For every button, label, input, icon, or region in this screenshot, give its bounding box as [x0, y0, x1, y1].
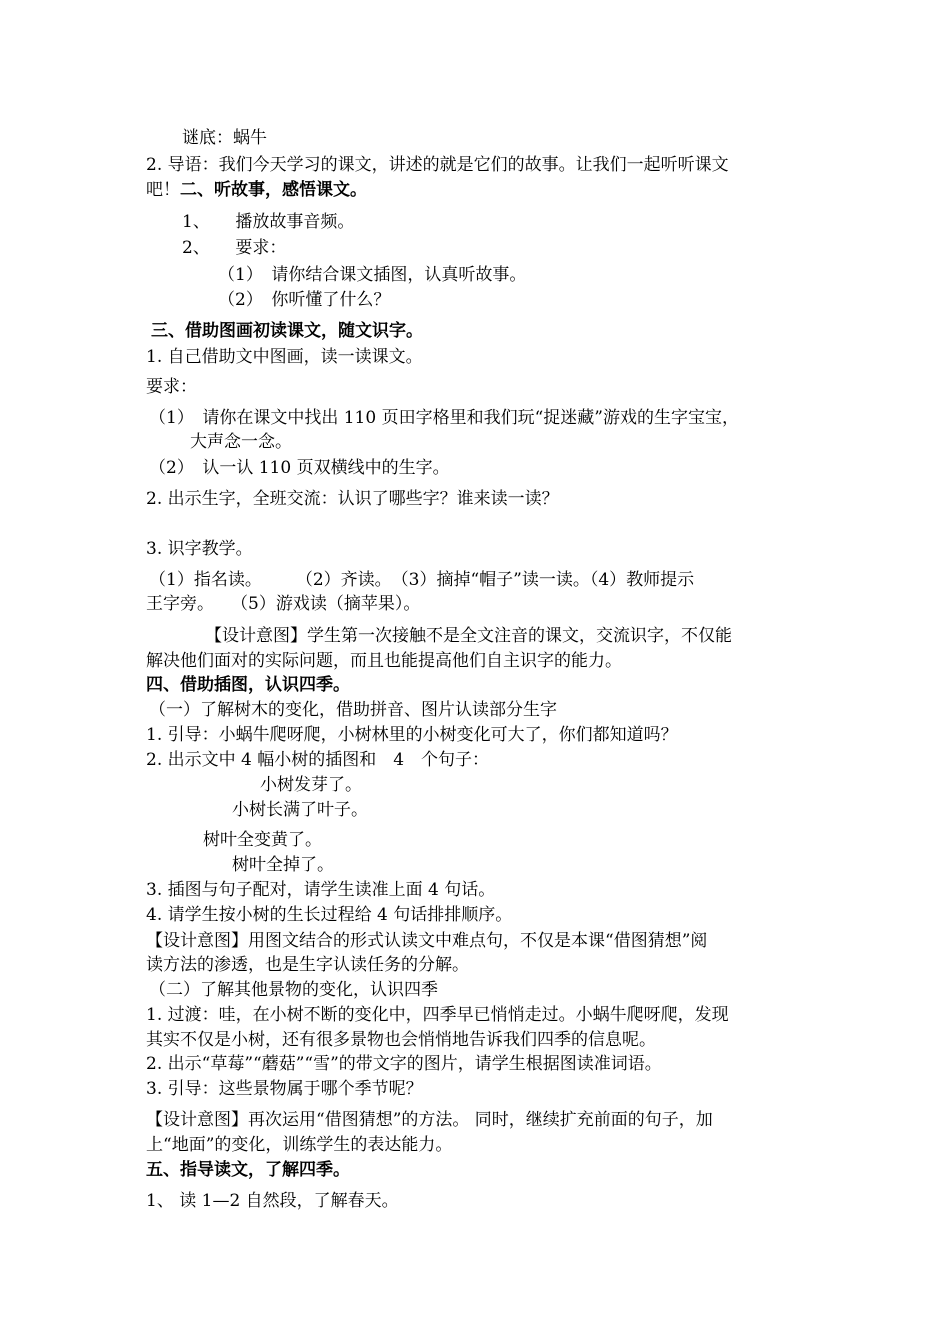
section-3-heading: 三、借助图画初读课文，随文识字。 — [151, 321, 423, 341]
sentence-sprout: 小树发芽了。 — [260, 775, 362, 795]
design-intent-2-line-2: 读方法的渗透，也是生字认读任务的分解。 — [146, 955, 469, 975]
design-intent-3-line-2: 上“地面”的变化，训练学生的表达能力。 — [146, 1135, 453, 1155]
design-intent-1-line-2: 解决他们面对的实际问题，而且也能提高他们自主识字的能力。 — [146, 651, 622, 671]
spring-reading-step: 1、 读 1—2 自然段，了解春天。 — [146, 1191, 399, 1211]
sentence-full-leaves: 小树长满了叶子。 — [232, 800, 368, 820]
riddle-answer: 谜底：蜗牛 — [182, 128, 267, 148]
step-play-audio: 1、 播放故事音频。 — [182, 212, 355, 232]
trees-illustration-step: 2. 出示文中 4 幅小树的插图和 4 个句子： — [146, 750, 490, 770]
literacy-methods-line-2: 王字旁。 （5）游戏读（摘苹果）。 — [146, 594, 421, 614]
transition-line-2: 其实不仅是小树，还有很多景物也会悄悄地告诉我们四季的信息呢。 — [146, 1030, 656, 1050]
read-requirement-2: （2） 认一认 110 页双横线中的生字。 — [149, 458, 450, 478]
requirements-label: 要求： — [146, 377, 197, 397]
literacy-methods-line-1: （1）指名读。 （2）齐读。 （3）摘掉“帽子”读一读。（4）教师提示 — [149, 570, 695, 590]
match-step: 3. 插图与句子配对，请学生读准上面 4 句话。 — [146, 880, 496, 900]
section-4-heading: 四、借助插图，认识四季。 — [146, 675, 350, 695]
subsection-scenery: （二）了解其他景物的变化，认识四季 — [149, 980, 438, 1000]
literacy-teaching-step: 3. 识字教学。 — [146, 539, 253, 559]
intro-guide-line-2 — [146, 180, 367, 200]
design-intent-3-line-1: 【设计意图】再次运用“借图猜想”的方法。 同时，继续扩充前面的句子，加 — [146, 1110, 713, 1130]
section-2-heading: 二、听故事，感悟课文。 — [180, 180, 367, 200]
read-text-step: 1. 自己借助文中图画，读一读课文。 — [146, 347, 423, 367]
transition-line-1: 1. 过渡：哇，在小树不断的变化中，四季早已悄悄走过。小蜗牛爬呀爬，发现 — [146, 1005, 729, 1025]
requirement-2: （2） 你听懂了什么？ — [218, 290, 391, 310]
sentence-yellow-leaves: 树叶全变黄了。 — [203, 830, 322, 850]
order-step: 4. 请学生按小树的生长过程给 4 句话排排顺序。 — [146, 905, 513, 925]
design-intent-1-line-1: 【设计意图】学生第一次接触不是全文注音的课文，交流识字，不仅能 — [205, 626, 732, 646]
season-question-step: 3. 引导：这些景物属于哪个季节呢？ — [146, 1079, 423, 1099]
subsection-trees: （一）了解树木的变化，借助拼音、图片认读部分生字 — [149, 700, 557, 720]
read-requirement-1: （1） 请你在课文中找出 110 页田字格里和我们玩“捉迷藏”游戏的生字宝宝， — [149, 408, 739, 428]
requirement-1: （1） 请你结合课文插图，认真听故事。 — [218, 265, 527, 285]
design-intent-2-line-1: 【设计意图】用图文结合的形式认读文中难点句，不仅是本课“借图猜想”阅 — [146, 931, 708, 951]
intro-guide-line-1: 2. 导语：我们今天学习的课文，讲述的就是它们的故事。让我们一起听听课文 — [146, 155, 729, 175]
read-requirement-1-cont: 大声念一念。 — [190, 432, 292, 452]
step-requirements: 2、 要求： — [182, 238, 287, 258]
intro-guide-end: 吧！ — [146, 180, 180, 200]
section-5-heading: 五、指导读文，了解四季。 — [146, 1160, 350, 1180]
show-pictures-step: 2. 出示“草莓”“蘑菇”“雪”的带文字的图片，请学生根据图读准词语。 — [146, 1054, 662, 1074]
show-characters-step: 2. 出示生字，全班交流：认识了哪些字？谁来读一读？ — [146, 489, 559, 509]
sentence-leaves-fallen: 树叶全掉了。 — [232, 855, 334, 875]
trees-guide-step: 1. 引导：小蜗牛爬呀爬，小树林里的小树变化可大了，你们都知道吗？ — [146, 725, 678, 745]
